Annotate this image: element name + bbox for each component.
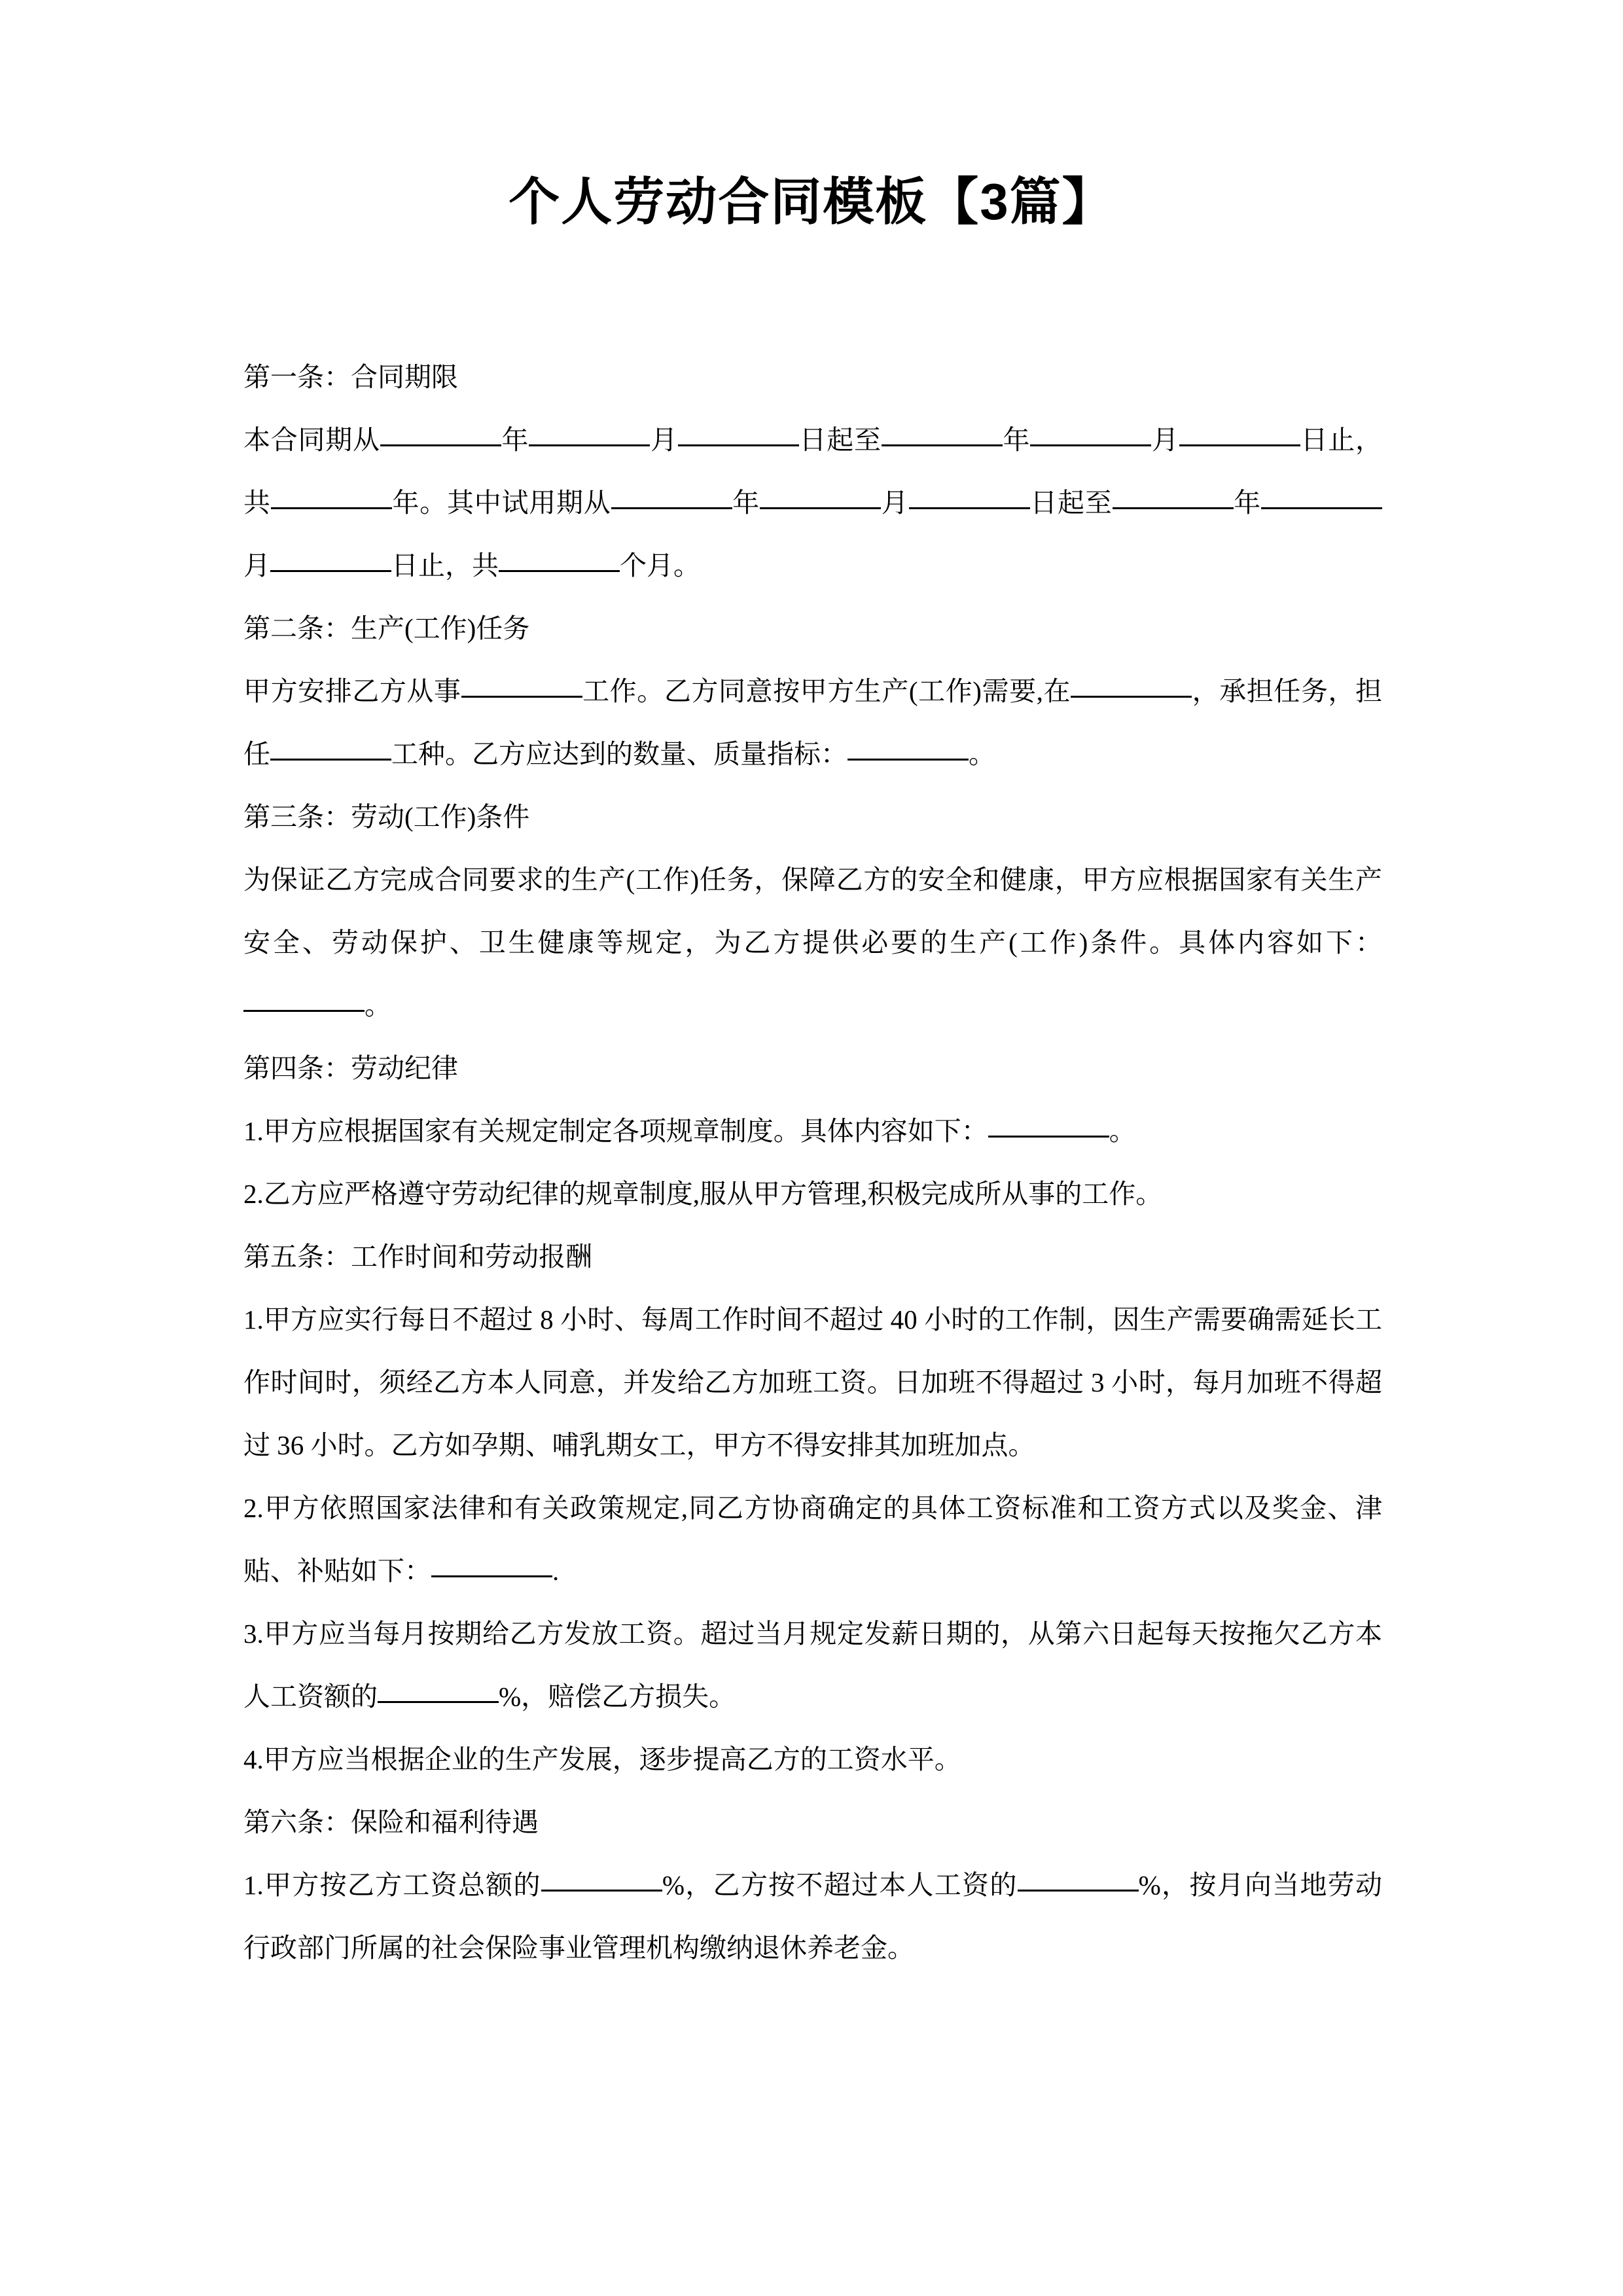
fill-in-blank[interactable] [529,420,650,446]
fill-in-blank[interactable] [988,1111,1109,1138]
document-body [243,346,1382,1979]
section-paragraph-6-1: 1.甲方按乙方工资总额的 %，乙方按不超过本人工资的 %，按月向当地劳动行政部门所属的社会保险事业管理机构缴纳退休养老金。 [243,1854,1382,1979]
section-heading-2: 第二条：生产(工作)任务 [243,613,530,643]
section-paragraph-2-1: 甲方安排乙方从事 工作。乙方同意按甲方生产(工作)需要,在 ，承担任务，担任 工种。乙方应达到的数量、质量指标： 。 [243,660,1382,785]
fill-in-blank[interactable] [499,545,620,572]
section-paragraph-5-3: 3.甲方应当每月按期给乙方发放工资。超过当月规定发薪日期的，从第六日起每天按拖欠乙方本人工资额的 %，赔偿乙方损失。 [243,1619,1382,1712]
fill-in-blank[interactable] [1071,671,1192,698]
fill-in-blank[interactable] [611,482,732,509]
fill-in-blank[interactable] [541,1865,662,1892]
fill-in-blank[interactable] [1179,420,1300,446]
section-heading-4: 第四条：劳动纪律 [243,1053,458,1083]
section-heading-5: 第五条：工作时间和劳动报酬 [243,1242,592,1272]
fill-in-blank[interactable] [678,420,799,446]
section-paragraph-5-1: 1.甲方应实行每日不超过 8 小时、每周工作时间不超过 40 小时的工作制，因生产需要确需延长工作时间时，须经乙方本人同意，并发给乙方加班工资。日加班不得超过 3 小时，每月加班不得超过 36 小时。乙方如孕期、哺乳期女工，甲方不得安排其加班加点。 [243,1304,1382,1460]
section-paragraph-4-1: 1.甲方应根据国家有关规定制定各项规章制度。具体内容如下： 。 [243,1100,1382,1162]
page-title: 个人劳动合同模板【3篇】 [508,173,1115,230]
fill-in-blank[interactable] [909,482,1030,509]
section-heading-6: 第六条：保险和福利待遇 [243,1807,539,1837]
fill-in-blank[interactable] [380,420,501,446]
section-heading-3: 第三条：劳动(工作)条件 [243,802,530,832]
fill-in-blank[interactable] [1018,1865,1139,1892]
fill-in-blank[interactable] [1030,420,1151,446]
fill-in-blank[interactable] [1113,482,1234,509]
section-paragraph-5-4: 4.甲方应当根据企业的生产发展，逐步提高乙方的工资水平。 [243,1744,961,1774]
fill-in-blank[interactable] [431,1551,552,1577]
section-paragraph-3-1: 为保证乙方完成合同要求的生产(工作)任务，保障乙方的安全和健康，甲方应根据国家有关生产安全、劳动保护、卫生健康等规定，为乙方提供必要的生产(工作)条件。具体内容如下：。 [243,865,1382,1020]
fill-in-blank[interactable] [760,482,881,509]
fill-in-blank[interactable] [270,734,391,761]
section-paragraph-4-2: 2.乙方应严格遵守劳动纪律的规章制度,服从甲方管理,积极完成所从事的工作。 [243,1179,1163,1209]
fill-in-blank[interactable] [847,734,969,761]
section-heading-1: 第一条：合同期限 [243,362,458,392]
fill-in-blank[interactable] [882,420,1003,446]
fill-in-blank[interactable] [271,482,392,509]
fill-in-blank[interactable] [1261,482,1382,509]
section-paragraph-5-2: 2.甲方依照国家法律和有关政策规定,同乙方协商确定的具体工资标准和工资方式以及奖金、津贴、补贴如下： . [243,1493,1382,1586]
fill-in-blank[interactable] [461,671,582,698]
fill-in-blank[interactable] [243,985,365,1012]
section-paragraph-1-1: 本合同期从 年 月 日起至 年 月 日止，共 年。其中试用期从 年 月 日起至 年月 日止，共 个月。 [243,408,1382,597]
fill-in-blank[interactable] [270,545,391,572]
fill-in-blank[interactable] [378,1676,499,1703]
